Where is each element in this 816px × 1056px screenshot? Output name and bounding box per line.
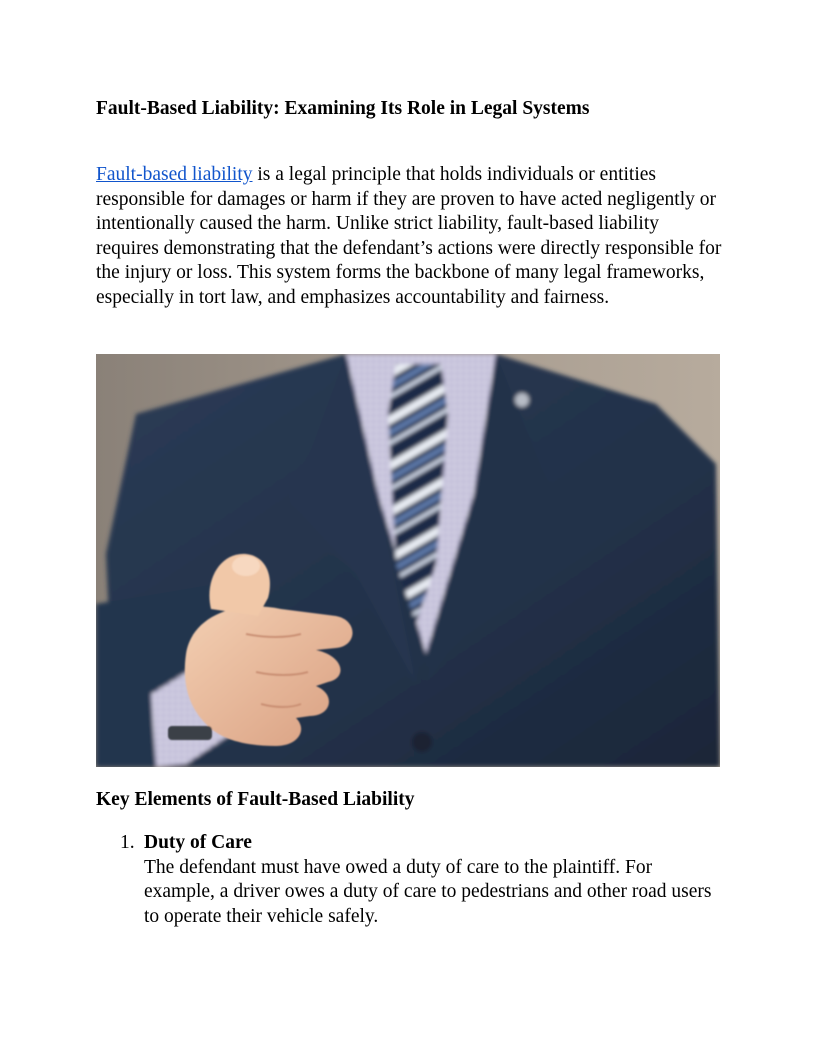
list-item-title: Duty of Care [144, 832, 252, 853]
intro-text: is a legal principle that holds individuals or entities responsible for damages or harm if they are proven to have acted negligently or intentionally caused the harm. Unlike strict liability, fault-based liability requires demonstrating that the defendant’s actions were directly responsible for the injury or loss. This system forms the backbone of many legal frameworks, especially in tort law, and emphasizes accountability and fairness. [96, 164, 722, 308]
list-number: 1. [120, 832, 135, 853]
businessman-pointing-photo [96, 354, 720, 767]
key-elements-list [96, 831, 720, 929]
page-title: Fault-Based Liability: Examining Its Role in Legal Systems [96, 98, 590, 119]
list-item [96, 831, 720, 929]
section-heading: Key Elements of Fault-Based Liability [96, 789, 415, 810]
fault-based-liability-link[interactable]: Fault-based liability [96, 164, 253, 185]
list-item-body: The defendant must have owed a duty of care to the plaintiff. For example, a driver owes a duty of care to pedestrians and other road users to operate their vehicle safely. [144, 856, 712, 927]
intro-paragraph [96, 163, 722, 311]
